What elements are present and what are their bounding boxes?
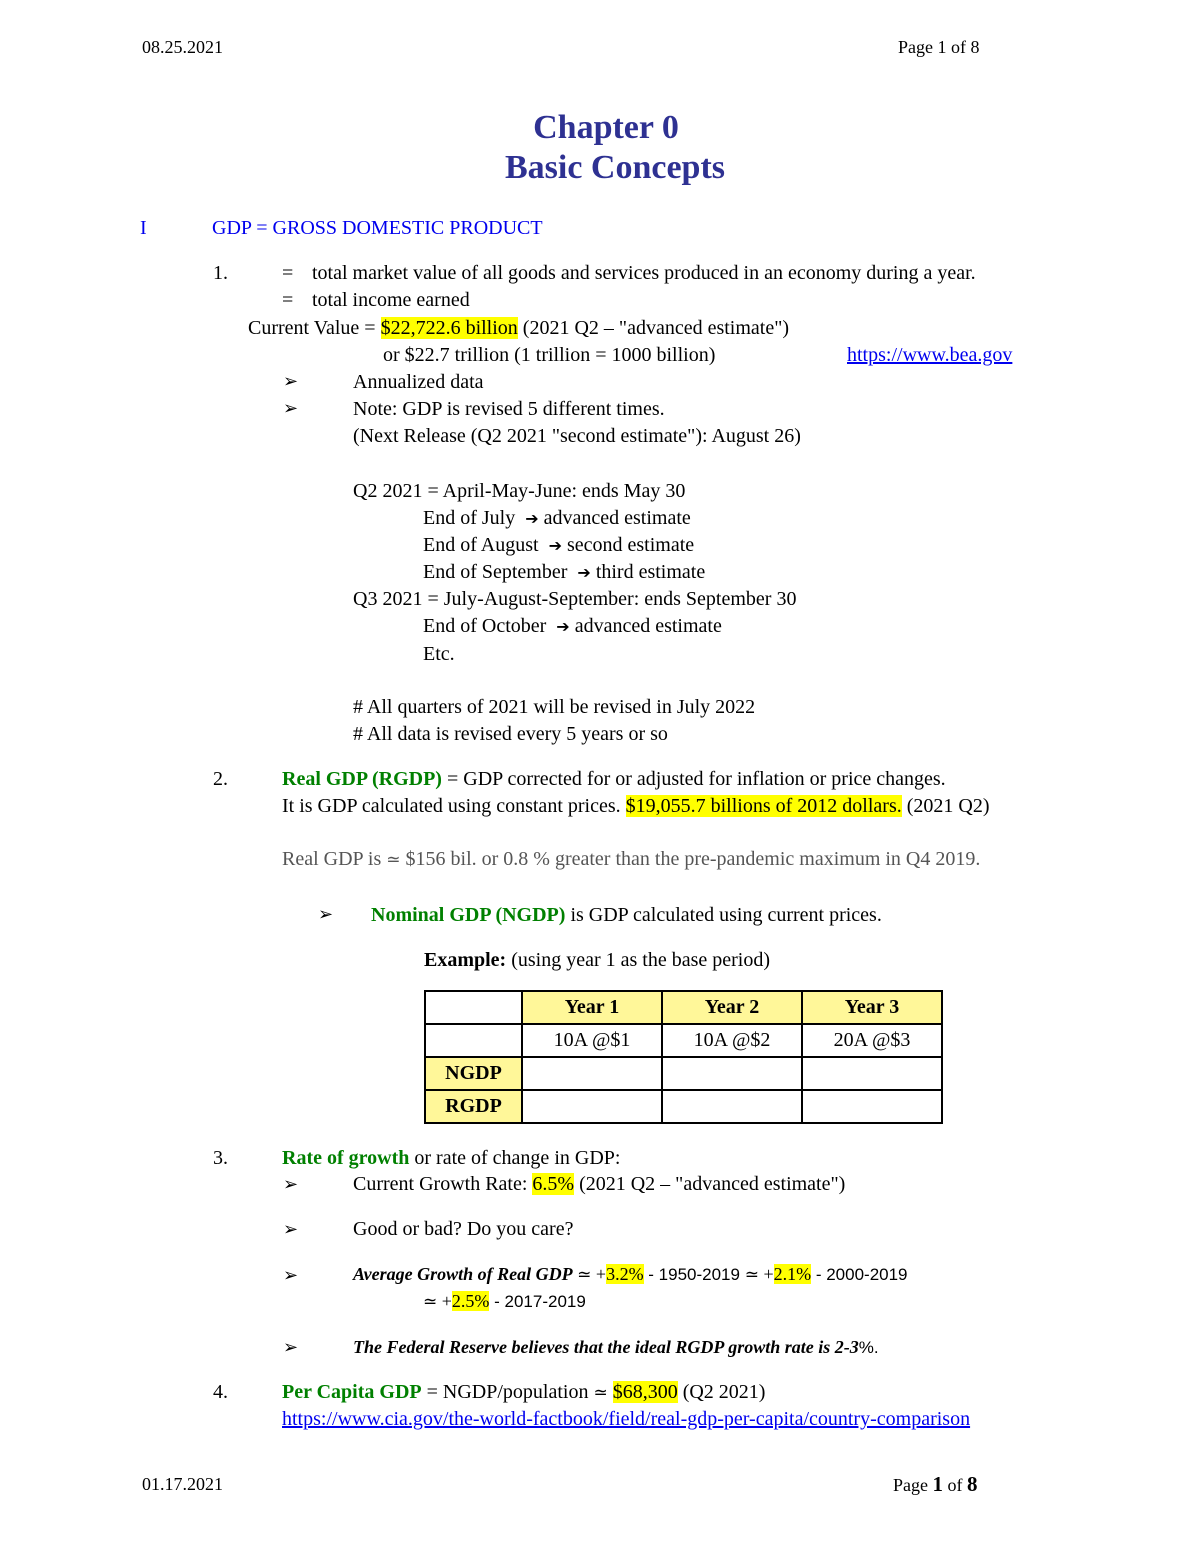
chapter-subtitle: Basic Concepts bbox=[504, 149, 726, 186]
per-capita-definition: = NGDP/population bbox=[421, 1381, 594, 1403]
bullet-arrow-icon: ➢ bbox=[283, 1219, 299, 1240]
section-number: I bbox=[140, 217, 147, 239]
table-header-cell: Year 2 bbox=[662, 991, 802, 1024]
per-capita-term: Per Capita GDP bbox=[282, 1381, 422, 1403]
comparison-text: Real GDP is bbox=[282, 848, 387, 870]
comparison-text: $156 bil. or 0.8 % greater than the pre-pandemic maximum in Q4 2019. bbox=[400, 848, 981, 870]
chapter-title: Chapter 0 bbox=[533, 109, 679, 146]
footer-page-current: 1 bbox=[932, 1472, 943, 1496]
bea-link[interactable]: https://www.bea.gov bbox=[847, 344, 1013, 366]
bullet-arrow-icon: ➢ bbox=[318, 904, 334, 925]
table-cell bbox=[425, 991, 522, 1024]
current-value-highlight: $22,722.6 billion bbox=[380, 317, 518, 339]
timeline-label: End of September bbox=[423, 561, 568, 583]
example-table bbox=[424, 990, 943, 1124]
table-row bbox=[425, 1057, 942, 1090]
equals-sign: = bbox=[282, 289, 294, 311]
timeline-value: third estimate bbox=[595, 561, 706, 583]
timeline-row bbox=[423, 507, 691, 530]
item-number: 4. bbox=[213, 1381, 228, 1403]
growth-term: Rate of growth bbox=[282, 1147, 410, 1169]
growth-definition: or rate of change in GDP: bbox=[409, 1147, 621, 1169]
example-label: Example: bbox=[424, 949, 507, 971]
gdp-definition-income: total income earned bbox=[312, 289, 470, 311]
rgdp-value-highlight: $19,055.7 billions of 2012 dollars. bbox=[625, 795, 902, 817]
average-growth-line-2 bbox=[423, 1291, 586, 1312]
example-note: (using year 1 as the base period) bbox=[506, 949, 771, 971]
current-value-note: (2021 Q2 – "advanced estimate") bbox=[517, 317, 790, 339]
timeline-value: second estimate bbox=[566, 534, 695, 556]
bullet-arrow-icon: ➢ bbox=[283, 1337, 299, 1358]
current-growth-rate bbox=[353, 1173, 845, 1196]
revision-note: # All data is revised every 5 years or so bbox=[353, 723, 668, 745]
table-row bbox=[425, 1024, 942, 1057]
timeline-label: End of August bbox=[423, 534, 539, 556]
footer-page-total: 8 bbox=[967, 1472, 978, 1496]
rgdp-term: Real GDP (RGDP) bbox=[282, 768, 442, 790]
approx-symbol: ≃ bbox=[744, 1265, 759, 1284]
timeline-row bbox=[423, 615, 722, 638]
table-cell bbox=[662, 1090, 802, 1123]
growth-range: - 2000-2019 bbox=[811, 1265, 908, 1284]
right-arrow-icon: ➔ bbox=[525, 509, 539, 528]
per-capita-note: (Q2 2021) bbox=[677, 1381, 766, 1403]
cia-factbook-link[interactable]: https://www.cia.gov/the-world-factbook/field/real-gdp-per-capita/country-comparison bbox=[282, 1408, 971, 1430]
table-header-cell: Year 3 bbox=[802, 991, 942, 1024]
table-cell bbox=[802, 1057, 942, 1090]
bullet-arrow-icon: ➢ bbox=[283, 1265, 299, 1286]
plus-sign: + bbox=[441, 1291, 452, 1311]
timeline-value: advanced estimate bbox=[543, 507, 691, 529]
fed-target-line bbox=[353, 1337, 879, 1358]
bullet-text: Note: GDP is revised 5 different times. bbox=[353, 398, 665, 420]
real-gdp-comparison bbox=[282, 848, 980, 871]
current-value-line bbox=[248, 317, 789, 340]
item-number: 2. bbox=[213, 768, 228, 790]
timeline-label: End of October bbox=[423, 615, 547, 637]
table-cell bbox=[802, 1090, 942, 1123]
example-line bbox=[424, 949, 770, 972]
trillion-line: or $22.7 trillion (1 trillion = 1000 billion) bbox=[383, 344, 716, 366]
table-cell bbox=[522, 1057, 662, 1090]
bullet-text: Annualized data bbox=[353, 371, 484, 393]
fed-target-percent: %. bbox=[858, 1338, 879, 1357]
table-cell bbox=[522, 1090, 662, 1123]
approx-symbol: ≃ bbox=[386, 850, 401, 869]
right-arrow-icon: ➔ bbox=[577, 563, 591, 582]
timeline-label: End of July bbox=[423, 507, 516, 529]
footer-page-number bbox=[893, 1472, 978, 1496]
table-header-cell: Year 1 bbox=[522, 991, 662, 1024]
rgdp-definition: = GDP corrected for or adjusted for inflation or price changes. bbox=[441, 768, 946, 790]
footer-page-of: of bbox=[943, 1475, 967, 1495]
growth-rate-highlight: 2.5% bbox=[451, 1291, 490, 1311]
item-number: 1. bbox=[213, 262, 228, 284]
item-number: 3. bbox=[213, 1147, 228, 1169]
nominal-gdp-line bbox=[371, 904, 882, 927]
table-row bbox=[425, 991, 942, 1024]
etc-text: Etc. bbox=[423, 643, 455, 665]
approx-symbol: ≃ bbox=[593, 1383, 608, 1402]
approx-symbol: ≃ bbox=[577, 1265, 592, 1284]
ngdp-term: Nominal GDP (NGDP) bbox=[371, 904, 566, 926]
footer-date: 01.17.2021 bbox=[142, 1474, 223, 1494]
bullet-arrow-icon: ➢ bbox=[283, 398, 299, 419]
table-cell bbox=[425, 1024, 522, 1057]
per-capita-line bbox=[282, 1381, 765, 1404]
header-date: 08.25.2021 bbox=[142, 37, 223, 57]
approx-symbol: ≃ bbox=[423, 1292, 438, 1311]
growth-note: (2021 Q2 – "advanced estimate") bbox=[574, 1173, 846, 1195]
fed-target-text: The Federal Reserve believes that the ideal RGDP growth rate is 2-3 bbox=[353, 1337, 859, 1357]
plus-sign: + bbox=[595, 1264, 607, 1284]
table-cell: 10A @$2 bbox=[662, 1024, 802, 1057]
rgdp-text: It is GDP calculated using constant prices. bbox=[282, 795, 626, 817]
timeline-row bbox=[423, 561, 705, 584]
q3-definition: Q3 2021 = July-August-September: ends September 30 bbox=[353, 588, 797, 610]
revision-note: # All quarters of 2021 will be revised in July 2022 bbox=[353, 696, 756, 718]
header-page-number: Page 1 of 8 bbox=[898, 37, 980, 57]
table-row-label: RGDP bbox=[425, 1090, 522, 1123]
current-value-label: Current Value = bbox=[248, 317, 381, 339]
growth-value-highlight: 6.5% bbox=[532, 1173, 575, 1195]
rgdp-note: (2021 Q2) bbox=[901, 795, 990, 817]
right-arrow-icon: ➔ bbox=[548, 536, 562, 555]
right-arrow-icon: ➔ bbox=[556, 617, 570, 636]
growth-range: - 2017-2019 bbox=[489, 1292, 586, 1311]
average-growth-line bbox=[353, 1264, 908, 1285]
ngdp-definition: is GDP calculated using current prices. bbox=[565, 904, 882, 926]
table-cell bbox=[662, 1057, 802, 1090]
bullet-arrow-icon: ➢ bbox=[283, 1174, 299, 1195]
rgdp-constant-prices bbox=[282, 795, 990, 818]
good-or-bad-question: Good or bad? Do you care? bbox=[353, 1218, 574, 1240]
footer-page-label: Page bbox=[893, 1475, 933, 1495]
growth-range: - 1950-2019 bbox=[643, 1265, 745, 1284]
growth-label: Current Growth Rate: bbox=[353, 1173, 533, 1195]
bullet-arrow-icon: ➢ bbox=[283, 371, 299, 392]
per-capita-value-highlight: $68,300 bbox=[612, 1381, 678, 1403]
plus-sign: + bbox=[763, 1264, 774, 1284]
timeline-value: advanced estimate bbox=[574, 615, 722, 637]
growth-rate-highlight: 3.2% bbox=[606, 1264, 644, 1284]
table-cell: 20A @$3 bbox=[802, 1024, 942, 1057]
table-row bbox=[425, 1090, 942, 1123]
gdp-definition: total market value of all goods and services produced in an economy during a year. bbox=[312, 262, 976, 284]
table-cell: 10A @$1 bbox=[522, 1024, 662, 1057]
equals-sign: = bbox=[282, 262, 294, 284]
growth-heading bbox=[282, 1147, 620, 1170]
growth-rate-highlight: 2.1% bbox=[773, 1264, 812, 1284]
table-row-label: NGDP bbox=[425, 1057, 522, 1090]
rgdp-line bbox=[282, 768, 946, 791]
section-heading: GDP = GROSS DOMESTIC PRODUCT bbox=[212, 217, 543, 239]
q2-definition: Q2 2021 = April-May-June: ends May 30 bbox=[353, 480, 686, 502]
timeline-row bbox=[423, 534, 694, 557]
average-growth-label: Average Growth of Real GDP bbox=[353, 1264, 573, 1284]
next-release: (Next Release (Q2 2021 "second estimate"): August 26) bbox=[353, 425, 801, 447]
